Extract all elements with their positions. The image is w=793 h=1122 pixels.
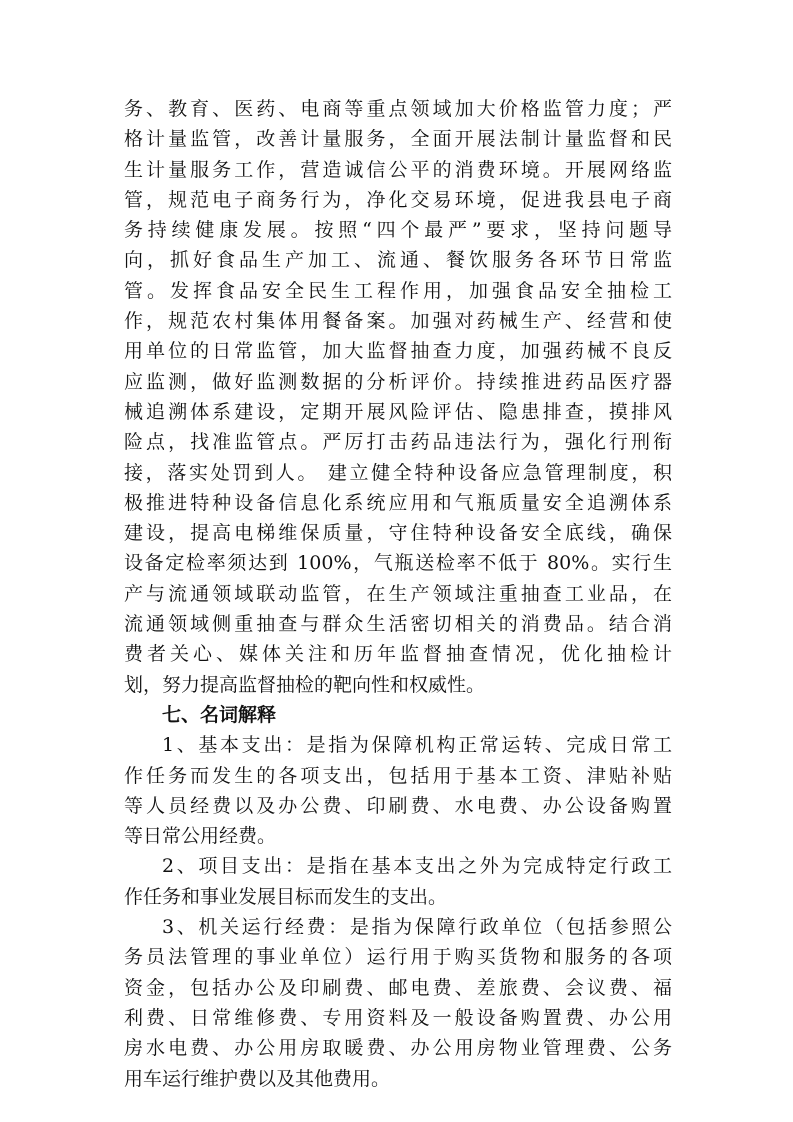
- text-line: 向，抓好食品生产加工、流通、餐饮服务各环节日常监: [124, 249, 672, 272]
- text-line: 接，落实处罚到人。 建立健全特种设备应急管理制度，积: [124, 461, 672, 484]
- text-line: 管。发挥食品安全民生工程作用，加强食品安全抽检工: [124, 279, 672, 302]
- text-line: 作任务而发生的各项支出，包括用于基本工资、津贴补贴: [124, 764, 672, 787]
- text-line: 房水电费、办公用房取暖费、办公用房物业管理费、公务: [124, 1037, 672, 1060]
- document-page: [124, 94, 672, 1094]
- text-line: 2、项目支出：是指在基本支出之外为完成特定行政工: [162, 855, 672, 878]
- text-line: 设备定检率须达到 100%，气瓶送检率不低于 80%。实行生: [124, 552, 672, 575]
- text-line: 3、机关运行经费：是指为保障行政单位（包括参照公: [162, 916, 672, 939]
- text-line: 务、教育、医药、电商等重点领域加大价格监管力度；严: [124, 98, 672, 120]
- text-line: 务持续健康发展。按照“四个最严”要求，坚持问题导: [124, 219, 672, 242]
- text-line: 务员法管理的事业单位）运行用于购买货物和服务的各项: [124, 946, 672, 969]
- text-line: 作任务和事业发展目标而发生的支出。: [124, 885, 448, 908]
- text-line: 险点，找准监管点。严厉打击药品违法行为，强化行刑衔: [124, 431, 672, 454]
- text-line: 极推进特种设备信息化系统应用和气瓶质量安全追溯体系: [124, 491, 672, 514]
- text-line: 费者关心、媒体关注和历年监督抽查情况，优化抽检计: [124, 643, 672, 666]
- paragraph-price-supervision: [124, 94, 672, 700]
- text-line: 流通领域侧重抽查与群众生活密切相关的消费品。结合消: [124, 613, 672, 636]
- text-line: 等人员经费以及办公费、印刷费、水电费、办公设备购置: [124, 794, 672, 817]
- text-line: 管，规范电子商务行为，净化交易环境，促进我县电子商: [124, 188, 672, 211]
- text-line: 作，规范农村集体用餐备案。加强对药械生产、经营和使: [124, 310, 672, 333]
- definition-project-expenditure: [124, 851, 672, 912]
- text-line: 资金，包括办公及印刷费、邮电费、差旅费、会议费、福: [124, 976, 672, 999]
- text-line: 划，努力提高监督抽检的靶向性和权威性。: [124, 673, 486, 696]
- definition-operating-expenses: [124, 912, 672, 1094]
- text-line: 用车运行维护费以及其他费用。: [124, 1067, 391, 1090]
- text-line: 械追溯体系建设，定期开展风险评估、隐患排查，摸排风: [124, 400, 672, 423]
- section-heading: 七、名词解释: [162, 703, 277, 726]
- text-line: 应监测，做好监测数据的分析评价。持续推进药品医疗器: [124, 370, 672, 393]
- text-line: 等日常公用经费。: [124, 825, 277, 848]
- text-line: 生计量服务工作，营造诚信公平的消费环境。开展网络监: [124, 158, 672, 181]
- text-line: 格计量监管，改善计量服务，全面开展法制计量监督和民: [124, 128, 672, 151]
- text-line: 用单位的日常监管，加大监督抽查力度，加强药械不良反: [124, 340, 672, 363]
- text-line: 1、基本支出：是指为保障机构正常运转、完成日常工: [162, 734, 672, 757]
- text-line: 利费、日常维修费、专用资料及一般设备购置费、办公用: [124, 1006, 672, 1029]
- text-line: 建设，提高电梯维保质量，守住特种设备安全底线，确保: [124, 522, 672, 545]
- definition-basic-expenditure: [124, 730, 672, 851]
- text-line: 产与流通领域联动监管，在生产领域注重抽查工业品，在: [124, 582, 672, 605]
